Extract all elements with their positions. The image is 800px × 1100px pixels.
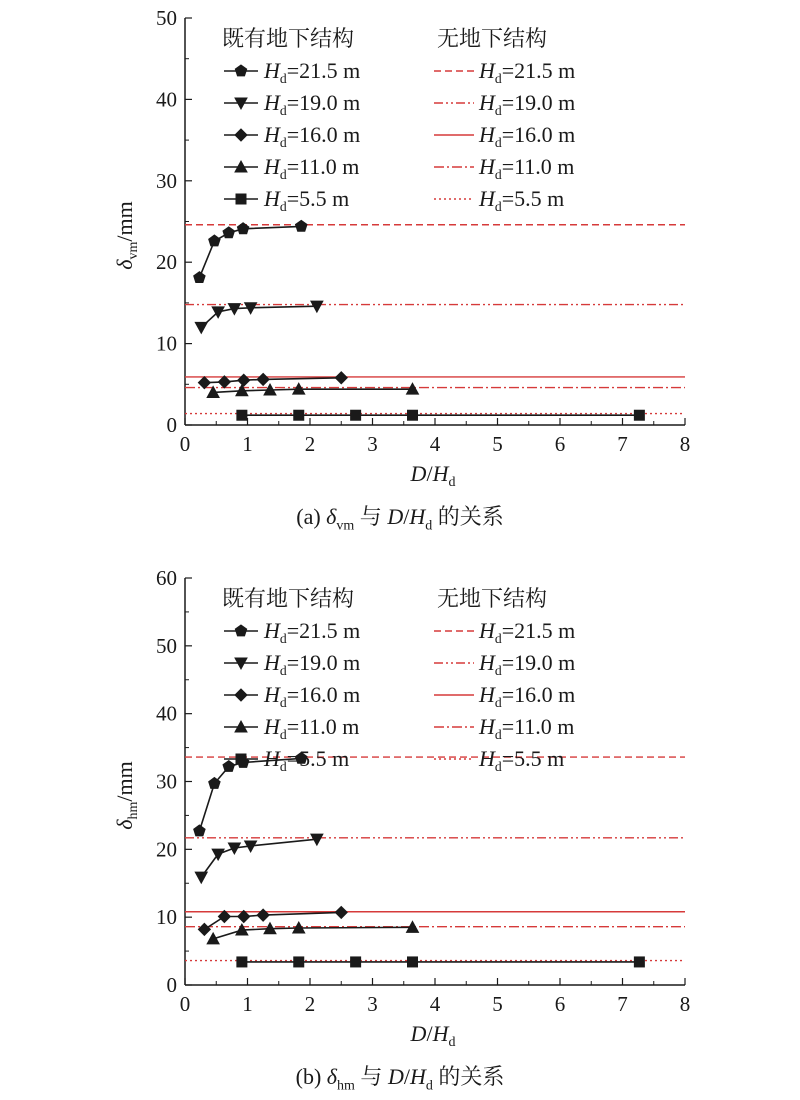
data-point — [223, 761, 235, 772]
y-axis-label: $\delta_{hm}/mm$ — [112, 761, 141, 830]
legend-label-none: $H_d=21.5$ m — [479, 58, 576, 86]
data-point — [351, 410, 361, 420]
caption-connector: 与 — [354, 1064, 388, 1089]
y-tick-label: 0 — [166, 973, 177, 997]
y-tick-label: 30 — [156, 168, 177, 193]
legend-label-none: $H_d=11.0$ m — [479, 714, 575, 742]
legend-title-none: 无地下结构 — [437, 26, 548, 51]
x-tick-label: 4 — [429, 992, 441, 1016]
data-point — [408, 410, 418, 420]
x-tick-label: 3 — [367, 432, 378, 456]
x-tick-label: 4 — [429, 432, 441, 456]
caption-connector: 与 — [354, 504, 388, 529]
x-tick-label: 7 — [617, 432, 628, 456]
legend-marker — [235, 129, 247, 141]
caption-prefix: (a) — [296, 504, 327, 529]
x-axis-label: $D/H_d$ — [410, 1021, 456, 1050]
data-point — [237, 223, 248, 234]
caption-suffix: 的关系 — [432, 1064, 505, 1089]
data-point — [212, 849, 224, 860]
data-point — [296, 220, 308, 231]
legend-label-existing: $H_d=5.5$ m — [264, 746, 350, 774]
chart-a-caption — [0, 500, 800, 534]
data-point — [209, 235, 220, 246]
caption-ratio-slash: / — [403, 1064, 410, 1089]
caption-ratio-slash: / — [403, 504, 410, 529]
caption-prefix: (b) — [295, 1064, 327, 1089]
data-point — [194, 825, 205, 836]
caption-symbol-subscript: vm — [336, 518, 355, 534]
data-point — [198, 923, 210, 935]
data-point — [634, 410, 644, 420]
data-point — [634, 957, 644, 967]
x-tick-label: 8 — [679, 432, 691, 456]
chart-panel-b — [0, 560, 800, 1100]
chart-b-caption — [0, 1060, 800, 1094]
x-tick-label: 3 — [367, 992, 378, 1016]
x-tick-label: 1 — [242, 992, 253, 1016]
data-point — [294, 410, 304, 420]
y-tick-label: 50 — [156, 633, 177, 658]
chart-b-svg — [0, 560, 800, 1060]
y-tick-label: 30 — [156, 769, 177, 794]
data-point — [335, 372, 347, 384]
caption-ratio-denominator: H — [409, 1064, 426, 1089]
legend-label-existing: $H_d=5.5$ m — [264, 186, 350, 214]
caption-ratio-numerator: D — [387, 504, 404, 529]
y-tick-label: 0 — [166, 413, 177, 437]
legend-marker — [236, 194, 246, 204]
data-point — [294, 957, 304, 967]
legend-marker — [235, 689, 247, 701]
legend-label-none: $H_d=21.5$ m — [479, 618, 576, 646]
legend-label-existing: $H_d=21.5$ m — [264, 618, 361, 646]
data-point — [223, 227, 235, 238]
legend-label-none: $H_d=5.5$ m — [479, 746, 565, 774]
y-tick-label: 40 — [156, 87, 177, 112]
legend-title-existing: 既有地下结构 — [222, 26, 355, 51]
legend-label-none: $H_d=16.0$ m — [479, 682, 576, 710]
legend-label-existing: $H_d=19.0$ m — [264, 90, 361, 118]
x-tick-label: 5 — [492, 992, 503, 1016]
data-point — [194, 272, 205, 283]
legend-label-existing: $H_d=19.0$ m — [264, 650, 361, 678]
legend-title-none: 无地下结构 — [437, 586, 548, 611]
legend-label-none: $H_d=16.0$ m — [479, 122, 576, 150]
x-tick-label: 6 — [554, 992, 566, 1016]
caption-symbol: δ — [326, 504, 337, 529]
data-point — [237, 410, 247, 420]
x-tick-label: 1 — [242, 432, 253, 456]
x-tick-label: 2 — [304, 432, 316, 456]
legend-label-existing: $H_d=11.0$ m — [264, 714, 360, 742]
data-point — [195, 322, 207, 333]
chart-panel-a — [0, 0, 800, 548]
data-point — [257, 909, 269, 921]
data-point — [351, 957, 361, 967]
caption-ratio-numerator: D — [387, 1064, 404, 1089]
caption-ratio-subscript: d — [425, 518, 433, 534]
x-tick-label: 2 — [304, 992, 316, 1016]
legend-title-existing: 既有地下结构 — [222, 586, 355, 611]
caption-symbol-subscript: hm — [337, 1078, 355, 1094]
data-point — [238, 374, 250, 386]
x-tick-label: 7 — [617, 992, 628, 1016]
data-point — [257, 373, 269, 385]
legend-marker — [235, 65, 246, 76]
caption-ratio-denominator: H — [409, 504, 426, 529]
y-tick-label: 50 — [156, 6, 177, 30]
x-axis-label: $D/H_d$ — [410, 461, 456, 490]
data-point — [195, 872, 207, 883]
data-point — [335, 906, 347, 918]
chart-a-svg — [0, 0, 800, 500]
x-tick-label: 5 — [492, 432, 503, 456]
legend-label-none: $H_d=19.0$ m — [479, 650, 576, 678]
legend-label-none: $H_d=5.5$ m — [479, 186, 565, 214]
legend-label-existing: $H_d=16.0$ m — [264, 122, 361, 150]
y-tick-label: 10 — [156, 331, 177, 356]
data-point — [408, 957, 418, 967]
y-axis-label: $\delta_{vm}/mm$ — [112, 201, 141, 270]
legend-label-none: $H_d=19.0$ m — [479, 90, 576, 118]
legend-label-existing: $H_d=11.0$ m — [264, 154, 360, 182]
caption-suffix: 的关系 — [432, 504, 504, 529]
data-line-series-0 — [199, 226, 301, 277]
y-tick-label: 20 — [156, 837, 177, 862]
x-tick-label: 0 — [179, 992, 191, 1016]
legend-label-existing: $H_d=21.5$ m — [264, 58, 361, 86]
caption-symbol: δ — [326, 1064, 338, 1089]
legend-marker — [236, 754, 246, 764]
y-tick-label: 20 — [156, 250, 177, 275]
caption-ratio-subscript: d — [425, 1078, 433, 1094]
x-tick-label: 8 — [679, 992, 691, 1016]
y-tick-label: 60 — [156, 566, 177, 590]
x-tick-label: 0 — [179, 432, 191, 456]
y-tick-label: 10 — [156, 905, 177, 930]
data-point — [228, 843, 240, 854]
legend-label-none: $H_d=11.0$ m — [479, 154, 575, 182]
y-tick-label: 40 — [156, 701, 177, 726]
data-point — [237, 957, 247, 967]
x-tick-label: 6 — [554, 432, 566, 456]
legend-marker — [235, 625, 246, 636]
legend-label-existing: $H_d=16.0$ m — [264, 682, 361, 710]
